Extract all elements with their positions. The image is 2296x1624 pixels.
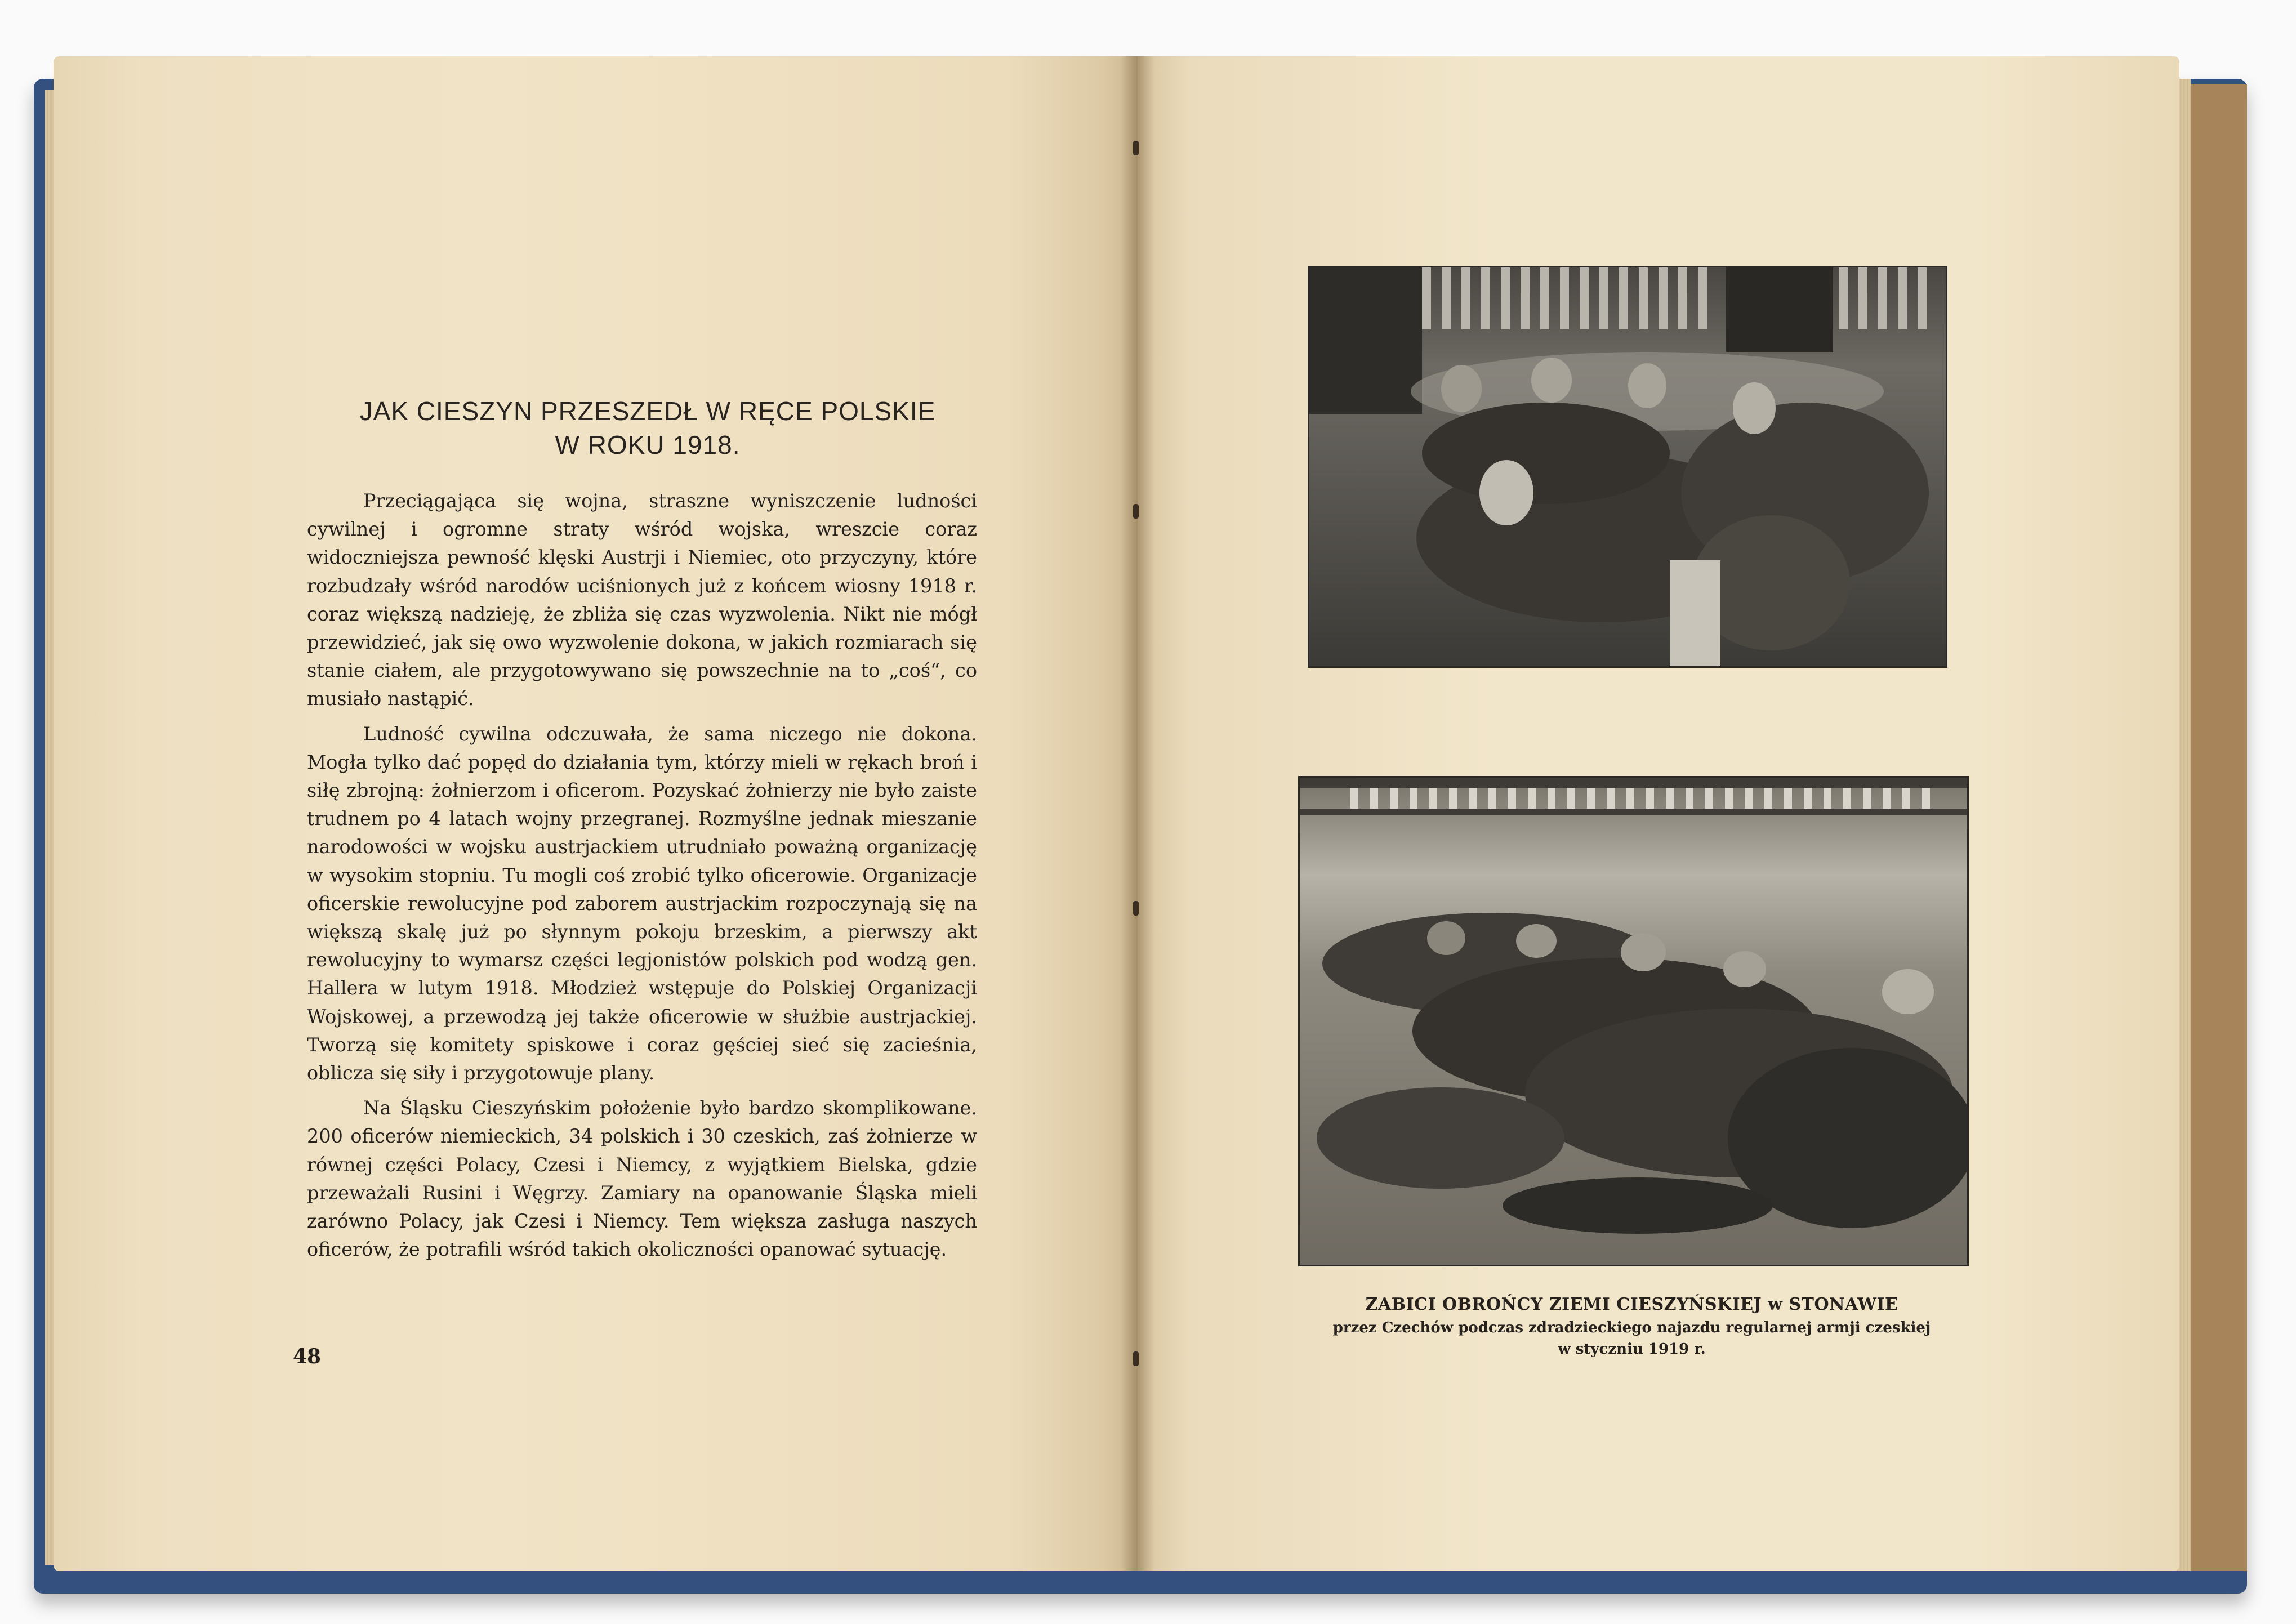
- caption-line-3: w styczniu 1919 r.: [1558, 1341, 1706, 1358]
- binding-stitch: [1133, 1351, 1139, 1366]
- chapter-body: [307, 487, 977, 1270]
- paragraph-2: Ludność cywilna odczuwała, że sama niczego nie dokona. Mogła tylko dać popęd do działania tym, którzy mieli w rękach broń i siłę zbrojną: żołnierzom i oficerom. Pozyskać żołnierzy nie było zaiste trudnem po 4 latach wojny przegranej. Rozmyślne jednak mieszanie narodowości w wojsku austrjackiem utrudniało poważną organizację w wysokim stopniu. Tu mogli coś zrobić tylko oficerowie. Organizacje oficerskie rewolucyjne pod zaborem austrjackim rozpoczynają się na większą skalę już po słynnym pokoju brzeskim, a pierwszy akt rewolucyjny to wymarsz części legjonistów polskich pod wodzą gen. Hallera w lutym 1918. Młodzież wstępuje do Polskiej Organizacji Wojskowej, a przewodzą jej także oficerowie w służbie austrjackiej. Tworzą się komitety spiskowe i coraz gęściej sieć się zacieśnia, oblicza się siły i przygotowuje plany.: [307, 722, 977, 1085]
- caption-line-2: przez Czechów podczas zdradzieckiego najazdu regularnej armji czeskiej: [1332, 1319, 1931, 1336]
- chapter-title-line2: W ROKU 1918.: [555, 430, 741, 459]
- photo-bottom: [1298, 776, 1969, 1266]
- photo-top-image: [1309, 267, 1946, 666]
- photo-top: [1308, 266, 1947, 668]
- binding-stitch: [1133, 901, 1139, 916]
- paragraph-3: Na Śląsku Cieszyńskim położenie było bardzo skomplikowane. 200 oficerów niemieckich, 34 polskich i 30 czeskich, zaś żołnierze w równej części Polacy, Czesi i Niemcy, z wyjątkiem Bielska, gdzie przeważali Rusini i Węgrzy. Zamiary na opanowanie Śląska mieli zarówno Polacy, jak Czesi i Niemcy. Tem większa zasługa naszych oficerów, że potrafili wśród takich okoliczności opanować sytuację.: [307, 1097, 977, 1261]
- photo-bottom-image: [1300, 778, 1967, 1265]
- book-gutter: [1121, 56, 1154, 1571]
- paragraph-1: Przeciągająca się wojna, straszne wyniszczenie ludności cywilnej i ogromne straty wśród wojska, wreszcie coraz widoczniejsza pewność klęski Austrji i Niemiec, oto przyczyny, które rozbudzały wśród narodów uciśnionych już z końcem wiosny 1918 r. coraz większą nadzieję, że zbliża się czas wyzwolenia. Nikt nie mógł przewidzieć, jak się owo wyzwolenie dokona, w jakich rozmiarach się stanie ciałem, ale przygotowywano się powszechnie na to „coś“, co musiało nastąpić.: [307, 490, 977, 710]
- chapter-title: [315, 394, 980, 462]
- binding-stitch: [1133, 504, 1139, 519]
- binding-stitch: [1133, 141, 1139, 155]
- page-number: 48: [293, 1345, 322, 1368]
- caption-title: ZABICI OBROŃCY ZIEMI CIESZYŃSKIEJ w STONAWIE: [1365, 1295, 1898, 1314]
- chapter-title-line1: JAK CIESZYN PRZESZEDŁ W RĘCE POLSKIE: [359, 396, 936, 426]
- photo-caption: [1290, 1292, 1974, 1360]
